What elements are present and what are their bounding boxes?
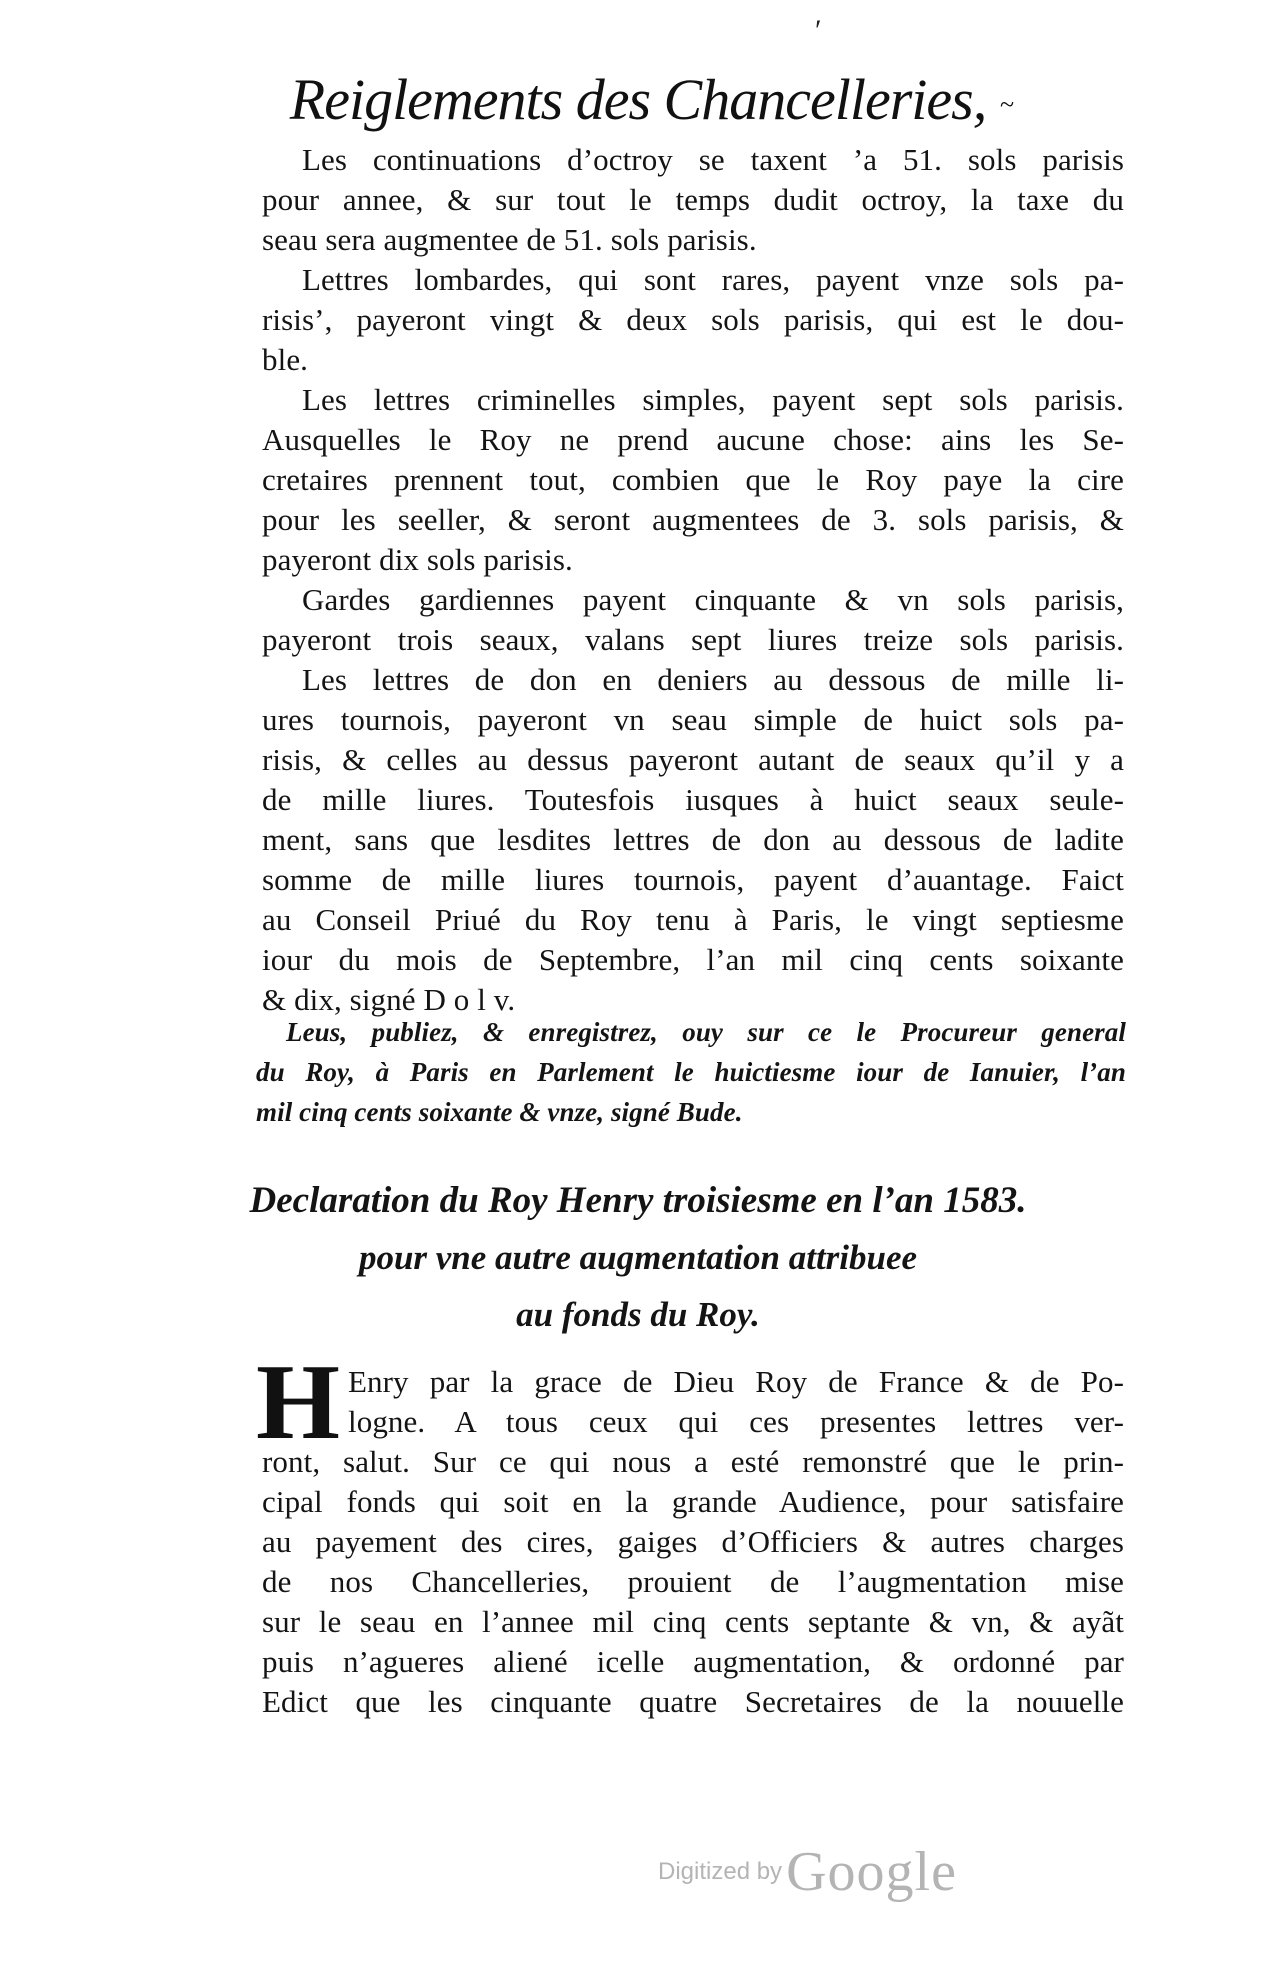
running-head bbox=[0, 66, 1276, 133]
text-line: sur le seau en l’annee mil cinq cents septante & vn, & ayãt bbox=[262, 1604, 1124, 1639]
text-line: pour annee, & sur tout le temps dudit octroy, la taxe du bbox=[262, 182, 1124, 217]
text-line: Gardes gardiennes payent cinquante & vn sols parisis, bbox=[302, 582, 1124, 617]
text-line: somme de mille liures tournois, payent d’auantage. Faict bbox=[262, 862, 1124, 897]
text-line: Enry par la grace de Dieu Roy de France & de Po- bbox=[348, 1364, 1124, 1399]
section-heading bbox=[0, 1172, 1276, 1343]
top-margin-mark: ′ bbox=[815, 14, 822, 47]
text-line: & dix, signé D o l v. bbox=[262, 982, 516, 1017]
heading-line: pour vne autre augmentation attribuee bbox=[358, 1238, 918, 1277]
digitized-watermark bbox=[658, 1840, 957, 1904]
text-line: Edict que les cinquante quatre Secretaires de la nouuelle bbox=[262, 1684, 1124, 1719]
text-line: Ausquelles le Roy ne prend aucune chose: ains les Se- bbox=[262, 422, 1124, 457]
text-line: puis n’agueres aliené icelle augmentation, & ordonné par bbox=[262, 1644, 1124, 1679]
text-line: Les lettres de don en deniers au dessous de mille li- bbox=[302, 662, 1124, 697]
running-head-flourish: ~ bbox=[1000, 90, 1014, 119]
drop-cap: H bbox=[256, 1343, 341, 1462]
text-line: seau sera augmentee de 51. sols parisis. bbox=[262, 222, 757, 257]
registration-note bbox=[256, 1012, 1126, 1132]
text-line: payeront dix sols parisis. bbox=[262, 542, 573, 577]
decree-line: mil cinq cents soixante & vnze, signé Bude. bbox=[256, 1097, 743, 1127]
watermark-prefix: Digitized by bbox=[658, 1858, 783, 1885]
text-line: au payement des cires, gaiges d’Officiers & autres charges bbox=[262, 1524, 1124, 1559]
text-line: ront, salut. Sur ce qui nous a esté remonstré que le prin- bbox=[262, 1444, 1124, 1479]
text-line: Les lettres criminelles simples, payent sept sols parisis. bbox=[302, 382, 1124, 417]
watermark-logo: Google bbox=[786, 1841, 957, 1903]
text-line: logne. A tous ceux qui ces presentes lettres ver- bbox=[348, 1404, 1124, 1439]
text-line: ble. bbox=[262, 342, 309, 377]
running-head-text: Reiglements des Chancelleries, bbox=[289, 67, 987, 132]
text-line: de nos Chancelleries, prouient de l’augmentation mise bbox=[262, 1564, 1124, 1599]
text-line: Lettres lombardes, qui sont rares, payent vnze sols pa- bbox=[302, 262, 1124, 297]
declaration-text-block bbox=[262, 1362, 1124, 1722]
decree-line: du Roy, à Paris en Parlement le huictiesme iour de Ianuier, l’an bbox=[256, 1057, 1126, 1087]
text-line: risis, & celles au dessus payeront autant de seaux qu’il y a bbox=[262, 742, 1124, 777]
main-text-block bbox=[262, 140, 1124, 1020]
text-line: au Conseil Priué du Roy tenu à Paris, le vingt septiesme bbox=[262, 902, 1124, 937]
text-line: ures tournois, payeront vn seau simple de huict sols pa- bbox=[262, 702, 1124, 737]
text-line: cretaires prennent tout, combien que le Roy paye la cire bbox=[262, 462, 1124, 497]
decree-line: Leus, publiez, & enregistrez, ouy sur ce le Procureur general bbox=[286, 1017, 1126, 1047]
heading-line: Declaration du Roy Henry troisiesme en l’an 1583. bbox=[249, 1180, 1027, 1221]
text-line: de mille liures. Toutesfois iusques à huict seaux seule- bbox=[262, 782, 1124, 817]
text-line: pour les seeller, & seront augmentees de 3. sols parisis, & bbox=[262, 502, 1124, 537]
text-line: ment, sans que lesdites lettres de don au dessous de ladite bbox=[262, 822, 1124, 857]
text-line: risis’, payeront vingt & deux sols parisis, qui est le dou- bbox=[262, 302, 1124, 337]
text-line: cipal fonds qui soit en la grande Audience, pour satisfaire bbox=[262, 1484, 1124, 1519]
heading-line: au fonds du Roy. bbox=[516, 1295, 760, 1334]
text-line: payeront trois seaux, valans sept liures treize sols parisis. bbox=[262, 622, 1124, 657]
text-line: Les continuations d’octroy se taxent ’a 51. sols parisis bbox=[302, 142, 1124, 177]
text-line: iour du mois de Septembre, l’an mil cinq cents soixante bbox=[262, 942, 1124, 977]
